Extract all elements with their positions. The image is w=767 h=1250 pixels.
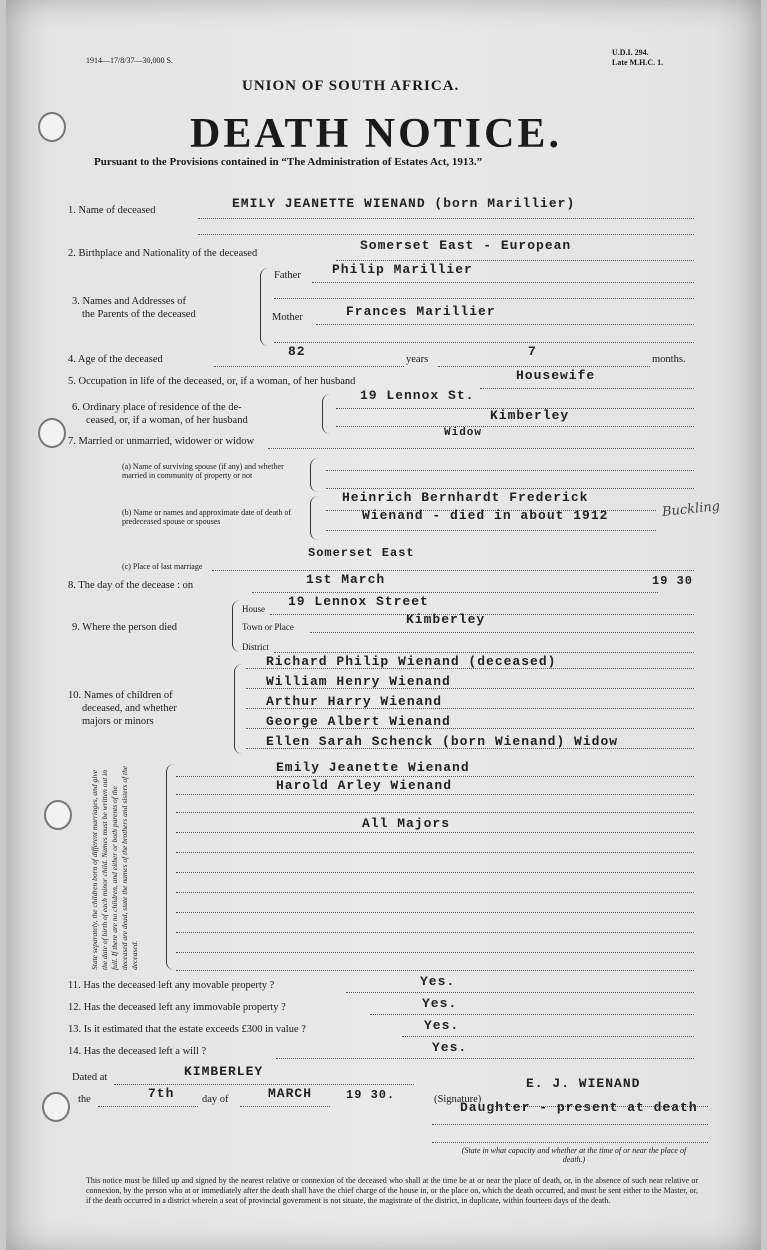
q2-value: Somerset East - European (360, 238, 572, 253)
q7b-value-a: Heinrich Bernhardt Frederick (342, 490, 589, 505)
dated-value: KIMBERLEY (184, 1064, 264, 1079)
page-title: DEATH NOTICE. (190, 111, 562, 157)
house-value: 19 Lennox Street (288, 594, 429, 609)
child-7: Harold Arley Wienand (276, 778, 453, 793)
month-value: MARCH (268, 1086, 313, 1101)
q7b-value-b: Wienand - died in about 1912 (362, 508, 609, 523)
q3-label-a: 3. Names and Addresses of (72, 296, 187, 307)
print-code: 1914—17/8/37—30,000 S. (86, 56, 173, 65)
q7b-label: (b) Name or names and approximate date of death of predeceased spouse or spouses (122, 508, 292, 526)
q13-label: 13. Is it estimated that the estate exceeds £300 in value ? (68, 1024, 306, 1035)
q3-label-b: the Parents of the deceased (82, 309, 196, 320)
punch-hole-icon (42, 1092, 70, 1122)
months-label: months. (652, 354, 686, 365)
children-status: All Majors (362, 816, 451, 831)
q5-value: Housewife (516, 368, 596, 383)
q8-value: 1st March (306, 572, 386, 587)
death-notice-form (6, 0, 761, 1250)
q4-months-value: 7 (528, 344, 537, 359)
q12-value: Yes. (422, 996, 458, 1011)
signature-value: E. J. WIENAND (526, 1076, 641, 1091)
q14-label: 14. Has the deceased left a will ? (68, 1046, 207, 1057)
page-subtitle: Pursuant to the Provisions contained in “The Administration of Estates Act, 1913.” (94, 156, 483, 168)
child-5: Ellen Sarah Schenck (born Wienand) Widow (266, 734, 619, 749)
father-value: Philip Marillier (332, 262, 473, 277)
dated-label: Dated at (72, 1072, 108, 1083)
q4-label: 4. Age of the deceased (68, 354, 163, 365)
child-1: Richard Philip Wienand (deceased) (266, 654, 557, 669)
town-label: Town or Place (242, 622, 294, 632)
footer-instructions: This notice must be filled up and signed by the nearest relative or connexion of the deceased who shall at the time be at or near the place of death, or, in the absence of such near relative or connexion, by the person who at or immediately after the death shall have the chief charge of the house in, or the place on, which the death occurred, and must be sent either to the Master, or, if the death occurred in a district wherein a seat of provincial government is not situate, the magistrate of the district, in duplicate, within fourteen days of the death. (86, 1176, 698, 1205)
q7c-value: Somerset East (308, 546, 415, 560)
side-note: State separately, the children born of different marriages, and give the date of birth of each minor child. Names must be written out in full. If there are no children, and either or both parents of the deceased are dead, state the names of the brothers and sisters of the deceased. (90, 765, 139, 970)
q5-label: 5. Occupation in life of the deceased, or, if a woman, of her husband (68, 376, 356, 387)
punch-hole-icon (44, 800, 72, 830)
q12-label: 12. Has the deceased left any immovable property ? (68, 1002, 286, 1013)
form-code: U.D.I. 294. (612, 48, 649, 57)
district-label: District (242, 642, 269, 652)
q7-value: Widow (444, 427, 483, 439)
q11-label: 11. Has the deceased left any movable property ? (68, 980, 275, 991)
q7a-label: (a) Name of surviving spouse (if any) and whether married in community of property or not (122, 462, 284, 480)
q10-label-b: deceased, and whether (82, 703, 177, 714)
q6-label-a: 6. Ordinary place of residence of the de- (72, 402, 242, 413)
q14-value: Yes. (432, 1040, 468, 1055)
q2-label: 2. Birthplace and Nationality of the deceased (68, 248, 258, 259)
q8-label: 8. The day of the decease : on (68, 580, 194, 591)
q7-label: 7. Married or unmarried, widower or widow (68, 436, 255, 447)
q10-label-c: majors or minors (82, 716, 154, 727)
mother-label: Mother (272, 312, 303, 323)
child-2: William Henry Wienand (266, 674, 451, 689)
signature-label: (Signature) (434, 1094, 482, 1105)
year-value: 19 30. (346, 1088, 396, 1102)
q6-value-b: Kimberley (490, 408, 570, 423)
day-value: 7th (148, 1086, 175, 1101)
form-code-2: Late M.H.C. 1. (612, 58, 664, 67)
mother-value: Frances Marillier (346, 304, 496, 319)
q9-label: 9. Where the person died (72, 622, 178, 633)
house-label: House (242, 604, 265, 614)
q8-year: 19 30 (652, 574, 694, 588)
capacity-note: (State in what capacity and whether at the time of or near the place of death.) (461, 1146, 687, 1164)
child-3: Arthur Harry Wienand (266, 694, 443, 709)
child-6: Emily Jeanette Wienand (276, 760, 470, 775)
q11-value: Yes. (420, 974, 456, 989)
q1-label: 1. Name of deceased (68, 205, 156, 216)
q4-years-value: 82 (288, 344, 306, 359)
q6-value-a: 19 Lennox St. (360, 388, 475, 403)
child-4: George Albert Wienand (266, 714, 451, 729)
years-label: years (406, 354, 429, 365)
town-value: Kimberley (406, 612, 486, 627)
day-of-label: day of (202, 1094, 229, 1105)
q7c-label: (c) Place of last marriage (122, 562, 203, 571)
the-label: the (78, 1094, 91, 1105)
q10-label-a: 10. Names of children of (68, 690, 173, 701)
father-label: Father (274, 270, 301, 281)
punch-hole-icon (38, 112, 66, 142)
country-heading: UNION OF SOUTH AFRICA. (242, 78, 460, 94)
q13-value: Yes. (424, 1018, 460, 1033)
capacity-value: Daughter - present at death (460, 1100, 698, 1115)
q7b-margin-note: Buckling (661, 499, 721, 520)
q1-value: EMILY JEANETTE WIENAND (born Marillier) (232, 196, 576, 211)
q6-label-b: ceased, or, if a woman, of her husband (86, 415, 248, 426)
punch-hole-icon (38, 418, 66, 448)
